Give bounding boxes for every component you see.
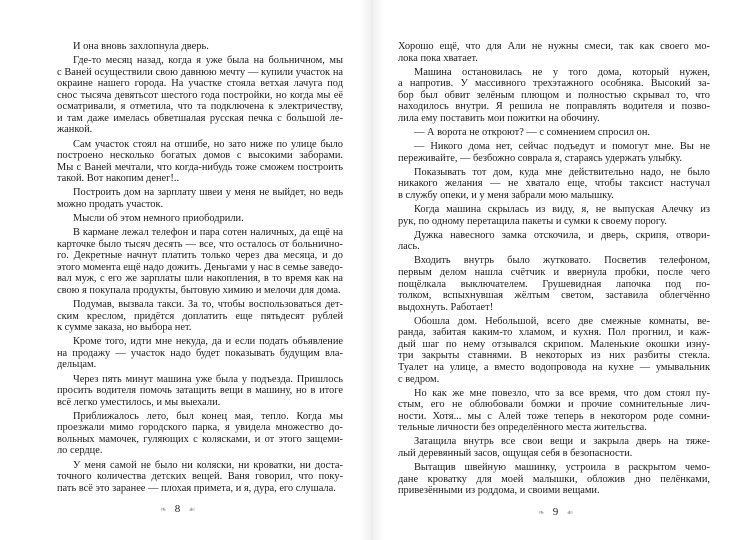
text-line: а напротив. У массивного трехэтажного особняка. Высокий за-: [398, 78, 710, 90]
text-line: переживайте, — безбожно соврала я, стараясь удержать улыбку.: [398, 152, 683, 164]
text-line: пощёлкала выключателем. Грушевидная лапочка под по-: [398, 278, 710, 290]
text-line: на продажу — участок надо будет показывать будущим вла-: [57, 347, 343, 359]
ornament-right-icon: ☙: [188, 504, 196, 514]
text-line: свою я покупала продукты, бытовую химию и мелочи для дома.: [57, 284, 341, 296]
text-line: Кроме того, идти мне некуда, да и если подать объявление: [73, 336, 343, 348]
text-line: ранда, забитая каким-то хламом, и кухня. Пол прогнил, и каж-: [398, 327, 710, 339]
paragraph: [57, 336, 343, 371]
text-line: жанкой.: [57, 124, 93, 136]
text-line: точного количества детских вещей. Ваня говорил, что поку-: [57, 471, 343, 483]
paragraph: [57, 213, 343, 225]
text-line: В кармане лежал телефон и пара сотен наличных, да ещё на: [73, 227, 343, 239]
text-line: просить водителя помочь затащить вещи в машину, но в итоге: [57, 385, 343, 397]
text-line: Построить дом на зарплату швеи у меня не выйдет, но ведь: [73, 187, 343, 199]
text-line: этого момента ещё надо дожить. Деньгами у нас в семье заведо-: [57, 261, 343, 273]
text-line: лый деревянный засов, ощущая себя в безопасности.: [398, 447, 633, 459]
text-line: карточке было тысяч десять — все, что осталось от больнично-: [57, 238, 343, 250]
text-line: вал муж, с его же зарплаты шли накопления, в то время как на: [57, 273, 343, 285]
page-left: [57, 41, 343, 494]
text-line: ским креслом, придётся доплатить еще пятьдесят рублей: [57, 310, 343, 322]
text-line: Через пять минут машина уже была у подъезда. Пришлось: [73, 373, 343, 385]
page-right: [398, 41, 710, 497]
text-line: вольных мамочек, гуляющих с колясками, и от этого защеми-: [57, 433, 343, 445]
text-line: — Никого дома нет, сейчас подъедут и помогут мне. Вы не: [414, 141, 710, 153]
paragraph: [57, 299, 343, 334]
text-line: выдохнуть. Работает!: [398, 301, 494, 313]
paragraph: [57, 139, 343, 185]
book-gutter: [360, 0, 384, 540]
ornament-left-icon: ❧: [538, 507, 545, 517]
paragraph: [57, 227, 343, 296]
text-line: первым делом нашла счётчик и ввернула пробки, после чего: [398, 267, 710, 278]
text-line: и там даже имелась обветшалая русская печка с большой ле-: [57, 112, 343, 124]
text-line: ности. Хотя... мы с Алей тоже теперь в некотором роде сомни-: [398, 410, 710, 422]
text-line: Где-то месяц назад, когда я уже была на больничном, мы: [73, 55, 343, 67]
text-line: Показывать тот дом, куда мне действительно надо, не было: [414, 166, 710, 178]
paragraph: [398, 204, 710, 227]
text-line: Хорошо ещё, что для Али не нужны смеси, так как своего мо-: [398, 41, 710, 52]
paragraph: [57, 411, 343, 457]
paragraph: [57, 187, 343, 210]
paragraph: [398, 67, 710, 125]
text-line: Входить внутрь было жутковато. Посветив телефоном,: [414, 255, 710, 267]
text-line: три закрыты ставнями. В некоторых из них разбиты стекла.: [398, 350, 710, 362]
text-line: — А ворота не откроют? — с сомнением спросил он.: [414, 127, 651, 139]
text-line: лась.: [398, 241, 420, 253]
text-line: всё легко уместилось, и мы выехали.: [57, 396, 221, 408]
text-line: такой. Вот накопим денег!..: [57, 173, 180, 185]
text-line: Дужка навесного замка отскочила, и дверь, скрипя, отвори-: [414, 229, 710, 241]
text-line: Сам участок стоял на отшибе, но зато ниже по улице было: [73, 138, 343, 150]
text-line: к сумме заказа, но выбора нет.: [57, 322, 192, 334]
text-line: го. Декретные начнут платить только через два месяца, и до: [57, 250, 343, 262]
text-line: У меня самой не было ни коляски, ни кроватки, ни доста-: [73, 459, 343, 471]
text-line: окраине нашего города. На участке стояла ветхая лачуга под: [57, 78, 343, 90]
paragraph: [57, 41, 343, 53]
text-line: Затащила внутрь все свои вещи и закрыла дверь на тяже-: [414, 436, 710, 448]
paragraph: [398, 41, 710, 64]
text-line: с Ваней осуществили свою давнюю мечту — купили участок на: [57, 66, 343, 78]
text-line: Вытащив швейную машинку, устроила в раскрытом чемо-: [414, 462, 710, 474]
paragraph: [398, 316, 710, 385]
ornament-right-icon: ☙: [566, 507, 574, 517]
text-line: Когда машина скрылась из виду, я, не выпуская Алечку из: [414, 204, 710, 216]
text-line: пать всё это заранее — плохая примета, и я, дура, его слушала.: [57, 482, 336, 494]
paragraph: [398, 167, 710, 202]
paragraph: [398, 255, 710, 313]
ornament-left-icon: ❧: [160, 504, 167, 514]
text-line: привезёнными из роддома, и своими вещами.: [398, 485, 600, 497]
text-line: осматривали, я отметила, что та подключена к электричеству,: [57, 101, 343, 113]
text-line: лока пока хватает.: [398, 52, 478, 64]
text-line: Мысли об этом немного приободрили.: [73, 213, 244, 225]
text-line: дый шаг по нему отзывался скрипом. Маленькие окошки изну-: [398, 338, 710, 350]
text-line: лила ему поставить мои пожитки на обочину.: [398, 112, 600, 124]
text-line: можно продать участок.: [57, 198, 164, 210]
paragraph: [398, 230, 710, 253]
text-line: с ведром.: [398, 373, 440, 385]
text-line: в службу опеки, и у меня забрали мою малышку.: [398, 189, 614, 201]
page-number: 9: [552, 506, 559, 518]
text-line: ло сердце.: [57, 445, 103, 457]
text-line: Подумав, вызвала такси. За то, чтобы воспользоваться дет-: [73, 299, 343, 311]
paragraph: [398, 127, 710, 139]
text-line: дельцам.: [57, 359, 97, 371]
paragraph: [398, 436, 710, 459]
paragraph: [398, 462, 710, 497]
page-number-left: [160, 503, 195, 515]
text-line: Приближалось лето, был конец мая, тепло. Когда мы: [73, 410, 343, 422]
text-line: Машина остановилась не у того дома, который нужен,: [414, 66, 710, 78]
text-line: тельные личности без определённого места жительства.: [398, 422, 647, 434]
page-number-right: [538, 506, 573, 518]
text-line: толком, вспыхнувшая жёлтым светом, заставила облегчённо: [398, 290, 710, 302]
text-line: дане кроватку для моей малышки, обложив дно пелёнками,: [398, 473, 710, 485]
text-line: стым, его не облюбовали бомжи и прочие сомнительные лич-: [398, 399, 710, 411]
page-number: 8: [174, 503, 181, 515]
paragraph: [57, 55, 343, 136]
paragraph: [57, 374, 343, 409]
paragraph: [398, 388, 710, 434]
text-line: никакого желания — не хватало еще, чтобы таксист настучал: [398, 178, 710, 190]
text-line: снос тысяча девятьсот шестого года постройки, но когда мы её: [57, 89, 343, 101]
text-line: Обошла дом. Небольшой, всего две смежные комнаты, ве-: [414, 315, 710, 327]
text-line: Туалет на улице, а вместо водопровода на кухне — умывальник: [398, 361, 710, 373]
text-line: И она вновь захлопнула дверь.: [73, 41, 209, 52]
text-line: находилось внутри. Я решила не поправлять водителя и позво-: [398, 101, 710, 113]
text-line: Но как же мне повезло, что за все время, что дом стоял пу-: [414, 387, 710, 399]
paragraph: [398, 141, 710, 164]
text-line: проезжали мимо городского парка, я увидела множество до-: [57, 422, 343, 434]
text-line: бор был обвит зелёным плющом и полностью скрывал то, что: [398, 89, 710, 101]
text-line: рук, по одному перетащила пакеты и сумки к своему порогу.: [398, 215, 667, 227]
paragraph: [57, 460, 343, 495]
text-line: построено несколько богатых домов с высокими заборами.: [57, 150, 343, 162]
text-line: Мы с Ваней мечтали, что когда-нибудь тоже сможем построить: [57, 161, 343, 173]
